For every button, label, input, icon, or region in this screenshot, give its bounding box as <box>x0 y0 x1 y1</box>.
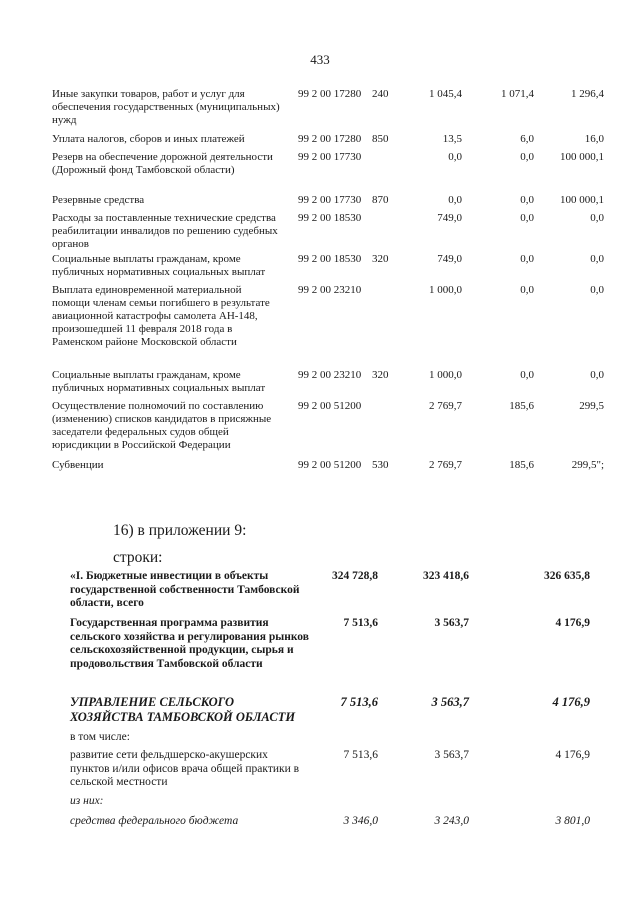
row-value-3: 4 176,9 <box>555 617 590 629</box>
row-name: в том числе: <box>70 731 130 743</box>
row-value-1: 7 513,6 <box>340 695 378 709</box>
row-value-3: 4 176,9 <box>555 749 590 761</box>
row-value-3: 326 635,8 <box>544 570 590 582</box>
table-row <box>0 253 640 284</box>
row-value-2: 0,0 <box>520 369 534 381</box>
row-value-1: 2 769,7 <box>429 400 462 412</box>
table-row <box>0 88 640 133</box>
row-value-3: 299,5 <box>579 400 604 412</box>
table-row <box>0 695 640 731</box>
table-row <box>0 369 640 400</box>
row-value-3: 1 296,4 <box>571 88 604 100</box>
row-value-2: 0,0 <box>520 253 534 265</box>
row-name: Государственная программа развития сельского хозяйства и регулирования рынков сельскохозяйственной продукции, сырья и продовольствия Тамбовской области <box>70 617 309 670</box>
row-vr: 870 <box>372 194 389 206</box>
row-name: Социальные выплаты гражданам, кроме публичных нормативных социальных выплат <box>52 253 266 278</box>
expenditure-table-top <box>0 88 640 477</box>
table-row <box>0 400 640 459</box>
row-name: «I. Бюджетные инвестиции в объекты государственной собственности Тамбовской области, всего <box>70 570 300 609</box>
row-value-2: 3 563,7 <box>434 617 469 629</box>
row-value-2: 0,0 <box>520 194 534 206</box>
row-value-3: 4 176,9 <box>552 695 590 709</box>
row-value-1: 7 513,6 <box>343 749 378 761</box>
row-value-3: 100 000,1 <box>560 151 604 163</box>
row-name: Субвенции <box>52 459 104 471</box>
table-row <box>0 570 640 617</box>
row-value-1: 2 769,7 <box>429 459 462 471</box>
page-number: 433 <box>310 52 330 67</box>
row-value-1: 1 000,0 <box>429 369 462 381</box>
row-vr: 320 <box>372 253 389 265</box>
table-row <box>0 194 640 212</box>
row-name: Выплата единовременной материальной помощи членам семьи погибшего в результате авиационной катастрофы самолета АН-148, произошедшей 11 февраля 2018 года в Раменском районе Московской области <box>52 284 270 348</box>
row-value-3: 3 801,0 <box>555 815 590 827</box>
row-value-2: 0,0 <box>520 212 534 224</box>
row-value-2: 323 418,6 <box>423 570 469 582</box>
row-value-3: 0,0 <box>590 369 604 381</box>
row-value-2: 3 563,7 <box>434 749 469 761</box>
table-row <box>0 731 640 749</box>
table-row <box>0 284 640 369</box>
row-code: 99 2 00 51200 <box>298 400 362 412</box>
row-name: Социальные выплаты гражданам, кроме публичных нормативных социальных выплат <box>52 369 266 394</box>
row-name: Иные закупки товаров, работ и услуг для обеспечения государственных (муниципальных) нужд <box>52 88 280 126</box>
row-name: Осуществление полномочий по составлению (изменению) списков кандидатов в присяжные заседатели федеральных судов общей юрисдикции в Российской Федерации <box>52 400 272 451</box>
table-row <box>0 815 640 833</box>
row-vr: 530 <box>372 459 389 471</box>
row-code: 99 2 00 18530 <box>298 212 362 224</box>
row-code: 99 2 00 17280 <box>298 133 362 145</box>
row-value-2: 3 563,7 <box>431 695 469 709</box>
row-value-1: 749,0 <box>437 212 462 224</box>
row-value-1: 0,0 <box>448 194 462 206</box>
section-heading: 16) в приложении 9: <box>113 522 247 539</box>
row-code: 99 2 00 17280 <box>298 88 362 100</box>
row-name: из них: <box>70 795 104 807</box>
row-value-1: 1 045,4 <box>429 88 462 100</box>
row-name: развитие сети фельдшерско-акушерских пунктов и/или офисов врача общей практики в сельской местности <box>70 749 300 788</box>
row-name: Резерв на обеспечение дорожной деятельности (Дорожный фонд Тамбовской области) <box>52 151 273 176</box>
table-row <box>0 151 640 194</box>
row-code: 99 2 00 18530 <box>298 253 362 265</box>
table-row <box>0 459 640 477</box>
row-name: Расходы за поставленные технические средства реабилитации инвалидов по решению судебных органов <box>52 212 278 250</box>
table-row <box>0 212 640 253</box>
row-code: 99 2 00 17730 <box>298 151 362 163</box>
row-code: 99 2 00 23210 <box>298 369 362 381</box>
row-code: 99 2 00 17730 <box>298 194 362 206</box>
row-code: 99 2 00 23210 <box>298 284 362 296</box>
row-value-3: 0,0 <box>590 212 604 224</box>
row-value-1: 1 000,0 <box>429 284 462 296</box>
section-subheading: строки: <box>113 549 163 566</box>
row-vr: 240 <box>372 88 389 100</box>
investment-table <box>0 570 640 833</box>
row-value-3: 16,0 <box>584 133 604 145</box>
table-row <box>0 617 640 695</box>
row-value-1: 7 513,6 <box>343 617 378 629</box>
row-value-1: 13,5 <box>442 133 462 145</box>
row-value-1: 749,0 <box>437 253 462 265</box>
row-value-2: 185,6 <box>509 459 534 471</box>
row-value-3: 0,0 <box>590 253 604 265</box>
row-code: 99 2 00 51200 <box>298 459 362 471</box>
row-value-1: 324 728,8 <box>332 570 378 582</box>
table-row <box>0 749 640 795</box>
row-name: Уплата налогов, сборов и иных платежей <box>52 133 245 145</box>
row-value-2: 0,0 <box>520 151 534 163</box>
row-name: Резервные средства <box>52 194 145 206</box>
row-value-2: 6,0 <box>520 133 534 145</box>
row-value-1: 0,0 <box>448 151 462 163</box>
row-value-3: 0,0 <box>590 284 604 296</box>
table-row <box>0 133 640 151</box>
row-value-3: 299,5"; <box>571 459 604 471</box>
row-value-1: 3 346,0 <box>343 815 378 827</box>
row-vr: 320 <box>372 369 389 381</box>
table-row <box>0 795 640 815</box>
row-name: УПРАВЛЕНИЕ СЕЛЬСКОГО ХОЗЯЙСТВА ТАМБОВСКОЙ ОБЛАСТИ <box>70 695 296 724</box>
row-value-2: 1 071,4 <box>501 88 534 100</box>
row-value-2: 3 243,0 <box>434 815 469 827</box>
row-value-2: 0,0 <box>520 284 534 296</box>
row-vr: 850 <box>372 133 389 145</box>
row-name: средства федерального бюджета <box>70 815 239 827</box>
row-value-3: 100 000,1 <box>560 194 604 206</box>
row-value-2: 185,6 <box>509 400 534 412</box>
